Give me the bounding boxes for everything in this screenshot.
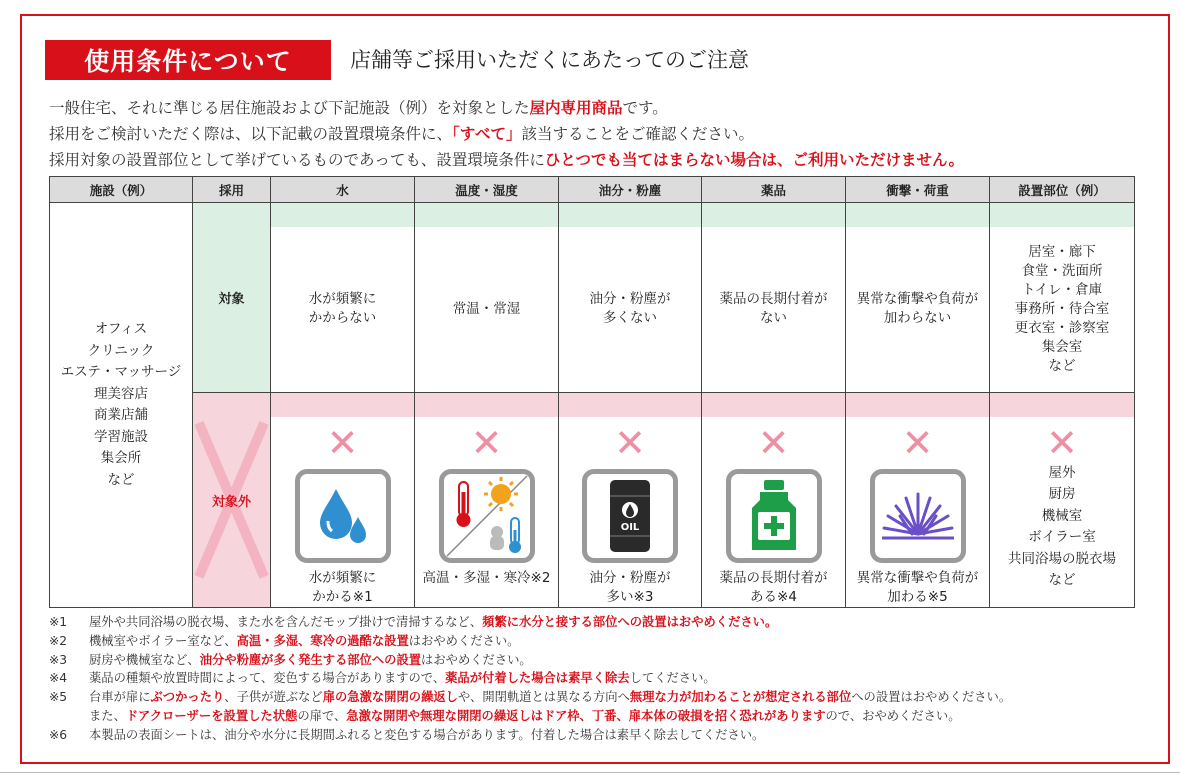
footnote-line [49,688,1011,707]
col-header-water: 水 [271,177,415,203]
pink-band [990,393,1135,417]
footnote-text: はおやめください。 [421,652,532,667]
x-mark-icon: ✕ [757,420,790,465]
x-mark-icon: ✕ [326,420,359,465]
col-header-location: 設置部位（例） [990,177,1135,203]
footnote-emphasis: 高温・多湿、寒冷の過酷な設置 [236,633,409,648]
footnote-line [49,651,1011,670]
footnote-emphasis: 薬品が付着した場合は素早く除去 [445,671,630,686]
ng-text-water: 水が頻繁に かかる※1 [308,569,377,605]
footnote-emphasis: ドアクローザーを設置した状態 [125,708,298,723]
footnote-text: 屋外や共同浴場の脱衣場、また水を含んだモップ掛けで清掃するなど、 [89,615,483,629]
footnote-text: 、子供が遊ぶなど [224,690,323,705]
ok-cell-locations: 居室・廊下 食堂・洗面所 トイレ・倉庫 事務所・待合室 更衣室・診察室 集会室 など [990,227,1135,393]
col-header-temperature: 温度・湿度 [415,177,559,203]
footnote-text: の扉で、 [297,708,347,723]
footnote-text: してください。 [629,671,716,686]
ok-cell-chemicals: 薬品の長期付着が ない [702,227,846,393]
footnote-key: ※1 [49,615,68,629]
oil-drum-icon [582,469,678,563]
bottom-divider [0,772,1180,773]
col-header-impact: 衝撃・荷重 [846,177,990,203]
intro-line-3: 採用対象の設置部位として挙げているものであっても、設置環境条件にひとつでも当てはまらない場合は、ご利用いただけません。 [49,151,964,169]
footnote-emphasis: 頻繁に水分と接する部位への設置はおやめください。 [482,615,778,629]
ok-cell-impact: 異常な衝撃や負荷が 加わらない [846,227,990,393]
footnote-text: 厨房や機械室など、 [89,652,200,667]
footnote-text: 台車が扉に [89,690,151,705]
table-header-row [50,177,1135,203]
ng-cell-locations [990,417,1135,608]
ng-cell-impact [846,417,990,608]
ng-locations-list: 屋外 厨房 機械室 ボイラー室 共同浴場の脱衣場 など [1008,464,1116,589]
footnote-line [49,669,1011,688]
col-header-oil-dust: 油分・粉塵 [559,177,702,203]
pink-band [559,393,702,417]
ng-cell-oil-dust [559,417,702,608]
chemical-bottle-icon [726,469,822,563]
footnote-line [49,613,1011,632]
ok-cell-oil-dust: 油分・粉塵が 多くない [559,227,702,393]
intro-line-1: 一般住宅、それに準じる居住施設および下記施設（例）を対象とした屋内専用商品です。 [49,99,668,117]
x-mark-icon: ✕ [1046,420,1078,465]
section-title: 使用条件について [45,40,331,80]
footnote-emphasis: 扉の急激な開閉の繰返し [322,690,458,705]
green-band [990,203,1135,227]
x-mark-icon: ✕ [901,420,934,465]
footnote-text: 本製品の表面シートは、油分や水分に長期間ふれると変色する場合があります。付着した場合は素早く除去してください。 [89,727,765,742]
ng-cell-temperature [415,417,559,608]
conditions-table [49,176,1135,608]
col-header-facility: 施設（例） [50,177,193,203]
green-band [846,203,990,227]
footnote-text: への設置はおやめください。 [851,690,1012,705]
col-header-adoption: 採用 [193,177,271,203]
footnote-text: 機械室やボイラー室など、 [89,633,237,648]
footnote-emphasis: 急激な開閉や無理な開閉の繰返しはドア枠、丁番、扉本体の破損を招く恐れがあります [346,708,826,723]
footnote-text: はおやめください。 [408,633,520,648]
impact-burst-icon [870,469,966,563]
green-band [559,203,702,227]
footnote-line [49,707,1011,726]
footnote-line [49,726,1011,745]
ok-cell-temperature: 常温・常湿 [415,227,559,393]
x-mark-icon: ✕ [614,420,646,465]
water-drops-icon [295,469,391,563]
facility-list: オフィス クリニック エステ・マッサージ 理美容店 商業店舗 学習施設 集会所 など [50,203,193,608]
ng-text-impact: 異常な衝撃や負荷が 加わる※5 [856,569,979,605]
ng-text-temperature: 高温・多湿・寒冷※2 [422,569,551,586]
footnote-key: ※6 [49,727,68,742]
footnote-emphasis: ぶつかったり [150,690,225,705]
footnote-key: ※4 [49,671,68,686]
section-subtitle: 店舗等ご採用いただくにあたってのご注意 [350,48,749,72]
footnote-key: ※2 [49,633,68,648]
pink-band [702,393,846,417]
green-band [702,203,846,227]
oil-label: OIL [620,521,640,533]
pink-band [271,393,415,417]
footnote-text: や、開閉軌道とは異なる方向へ [457,690,630,705]
ng-text-oil-dust: 油分・粉塵が 多い※3 [589,569,671,605]
footnote-line [49,632,1011,651]
footnotes [49,613,1011,745]
pink-band [846,393,990,417]
ok-label: 対象 [193,203,271,393]
footnote-text: ので、おやめください。 [825,708,961,723]
intro-line-2: 採用をご検討いただく際は、以下記載の設置環境条件に、「すべて」該当することをご確認ください。 [49,125,754,143]
footnote-key: ※3 [49,652,68,667]
footnote-text: また、 [89,708,126,723]
footnote-emphasis: 無理な力が加わることが想定される部位 [629,690,852,705]
footnote-text: 薬品の種類や放置時間によって、変色する場合がありますので、 [89,671,446,686]
footnote-emphasis: 油分や粉塵が多く発生する部位への設置 [199,652,422,667]
col-header-chemicals: 薬品 [702,177,846,203]
ng-cell-water [271,417,415,608]
green-band [271,203,415,227]
temperature-humidity-icon [439,469,535,563]
footnote-key: ※5 [49,690,68,705]
ng-cell-chemicals [702,417,846,608]
ok-cell-water: 水が頻繁に かからない [271,227,415,393]
pink-band [415,393,559,417]
x-mark-icon: ✕ [470,420,503,465]
ng-text-chemicals: 薬品の長期付着が ある※4 [719,569,828,605]
green-band [415,203,559,227]
ng-label: 対象外 [193,393,271,608]
